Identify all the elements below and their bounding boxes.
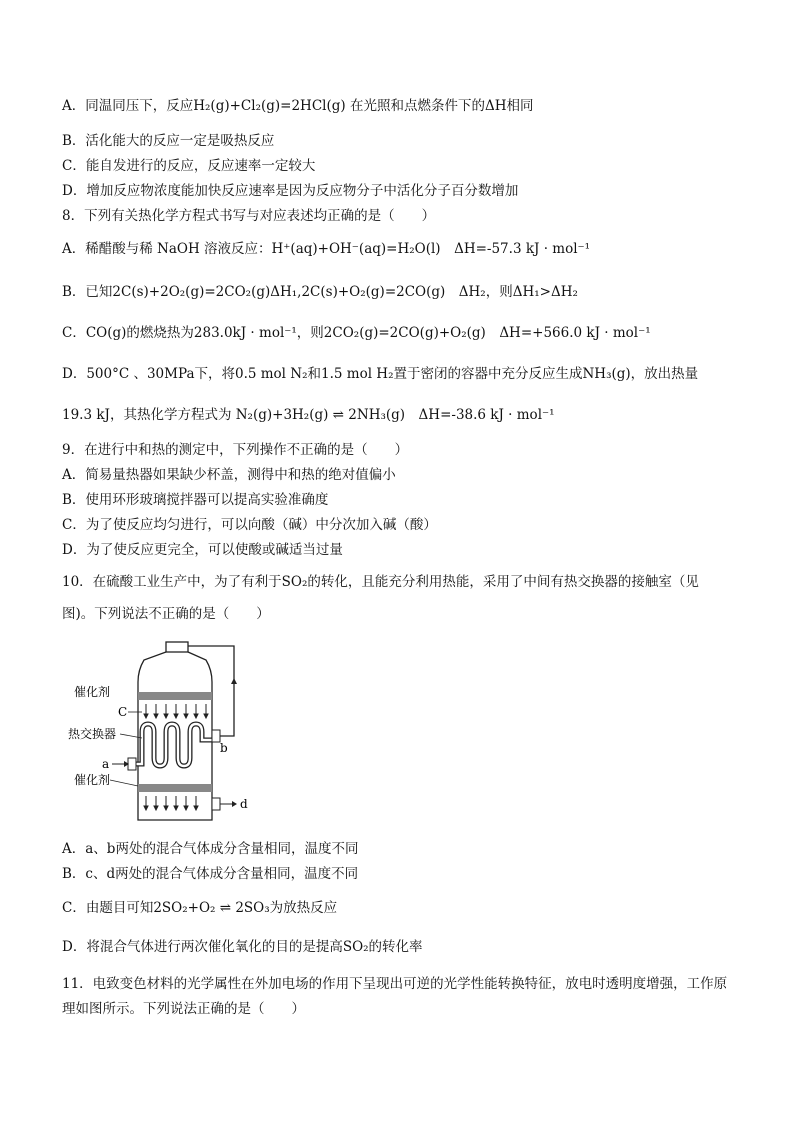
arrow-right-icon: [232, 801, 237, 807]
question-9-stem: 9．在进行中和热的测定中，下列操作不正确的是（ ）: [62, 442, 409, 458]
line-q9-b: B．使用环形玻璃搅拌器可以提高实验准确度: [62, 492, 329, 508]
flow-arrows-top: [144, 704, 208, 718]
flow-arrows-bottom: [144, 796, 198, 810]
line-q10-b: B．c、d两处的混合气体成分含量相同，温度不同: [62, 866, 359, 882]
label-catalyst-bottom: 催化剂: [74, 773, 111, 787]
line-q10-a: A．a、b两处的混合气体成分含量相同，温度不同: [62, 841, 359, 857]
outlet-d: [212, 798, 220, 810]
label-heat-exchanger: 热交换器: [68, 727, 117, 741]
line-q8-b: B．已知2C(s)+2O₂(g)=2CO₂(g)ΔH₁,2C(s)+O₂(g)=2CO(g) ΔH₂，则ΔH₁>ΔH₂: [62, 284, 578, 300]
contact-chamber-diagram: [62, 640, 282, 825]
question-10-stem-2: 图)。下列说法不正确的是（ ）: [62, 606, 270, 622]
line-q8-d2: 19.3 kJ，其热化学方程式为 N₂(g)+3H₂(g) ⇌ 2NH₃(g) ΔH=-38.6 kJ · mol⁻¹: [62, 407, 555, 423]
line-q7-d: D．增加反应物浓度能加快反应速率是因为反应物分子中活化分子百分数增加: [62, 183, 519, 199]
question-11-stem: 11．电致变色材料的光学属性在外加电场的作用下呈现出可逆的光学性能转换特征，放电时透明度增强，工作原理如图所示。下列说法正确的是（ ）: [62, 976, 728, 1017]
label-a: a: [102, 757, 110, 771]
line-q10-c: C．由题目可知2SO₂+O₂ ⇌ 2SO₃为放热反应: [62, 900, 338, 916]
line-q10-d: D．将混合气体进行两次催化氧化的目的是提高SO₂的转化率: [62, 939, 423, 955]
catalyst-layer-top: [138, 692, 212, 700]
line-q7-c: C．能自发进行的反应，反应速率一定较大: [62, 158, 316, 174]
arrow-up-icon: [231, 678, 237, 684]
line-q9-c: C．为了使反应均匀进行，可以向酸（碱）中分次加入碱（酸）: [62, 517, 437, 533]
label-b: b: [220, 741, 228, 755]
label-catalyst-top: 催化剂: [74, 685, 111, 699]
line-q8-d1: D．500°C 、30MPa下，将0.5 mol N₂和1.5 mol H₂置于密闭的容器中充分反应生成NH₃(g)，放出热量: [62, 366, 699, 382]
line-q9-a: A．简易量热器如果缺少杯盖，测得中和热的绝对值偏小: [62, 467, 396, 483]
top-outlet: [166, 642, 188, 652]
label-d: d: [240, 797, 248, 811]
outlet-b: [212, 730, 220, 742]
catalyst-layer-bottom: [138, 784, 212, 792]
question-8-stem: 8．下列有关热化学方程式书写与对应表述均正确的是（ ）: [62, 208, 436, 224]
line-q8-c: C．CO(g)的燃烧热为283.0kJ · mol⁻¹，则2CO₂(g)=2CO(g)+O₂(g) ΔH=+566.0 kJ · mol⁻¹: [62, 325, 651, 341]
inlet-a: [128, 758, 136, 770]
label-c: C: [118, 705, 128, 719]
line-q7-a: A．同温同压下，反应H₂(g)+Cl₂(g)=2HCl(g) 在光照和点燃条件下的ΔH相同: [62, 98, 534, 114]
question-10-stem-1: 10．在硫酸工业生产中，为了有利于SO₂的转化，且能充分利用热能，采用了中间有热交换器的接触室（见: [62, 574, 699, 590]
line-q7-b: B．活化能大的反应一定是吸热反应: [62, 133, 275, 149]
line-q8-a: A．稀醋酸与稀 NaOH 溶液反应：H⁺(aq)+OH⁻(aq)=H₂O(l) ΔH=-57.3 kJ · mol⁻¹: [62, 241, 591, 257]
line-q9-d: D．为了使反应更完全，可以使酸或碱适当过量: [62, 542, 343, 558]
